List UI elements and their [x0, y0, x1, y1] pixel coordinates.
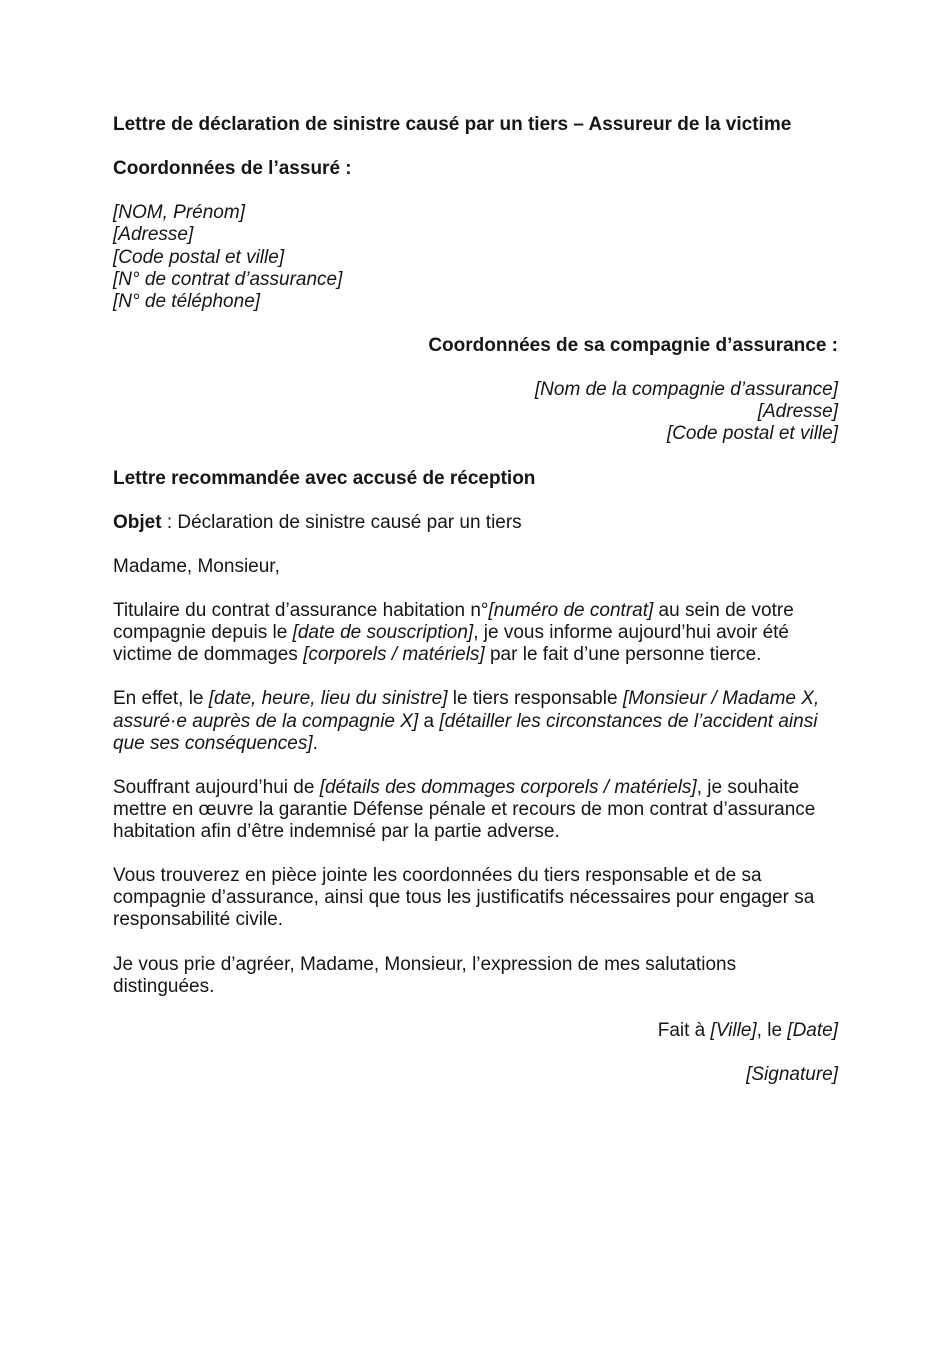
damage-type-placeholder: [corporels / matériels] — [303, 644, 485, 666]
incident-datetime-place-placeholder: [date, heure, lieu du sinistre] — [208, 688, 448, 710]
insured-postal-city-placeholder: [Code postal et ville] — [113, 246, 285, 268]
text-segment: par le fait d’une personne tierce. — [484, 644, 762, 666]
insurer-address-placeholder: [Adresse] — [757, 401, 838, 423]
text-segment: Fait à — [657, 1019, 711, 1041]
text-segment: le tiers responsable — [447, 688, 623, 710]
place-date-line — [113, 1020, 838, 1042]
text-segment: , je vous informe aujourd’hui avoir été victime de dommages — [113, 622, 789, 666]
text-segment: , je souhaite mettre en œuvre la garantie Défense pénale et recours de mon contrat d’assurance habitation afin d’être indemnisé par la partie adverse. — [113, 776, 816, 842]
contract-number-placeholder: [numéro de contrat] — [488, 600, 654, 622]
text-segment: au sein de votre compagnie depuis le — [113, 600, 794, 644]
text-segment: . — [312, 732, 318, 754]
subject-label: Objet — [113, 511, 162, 533]
damage-details-placeholder: [détails des dommages corporels / matériels] — [319, 776, 697, 798]
insured-coordinates-block — [113, 202, 838, 312]
insured-phone-placeholder: [N° de téléphone] — [113, 290, 261, 312]
subscription-date-placeholder: [date de souscription] — [292, 622, 474, 644]
city-placeholder: [Ville] — [710, 1019, 757, 1041]
letter-title: Lettre de déclaration de sinistre causé par un tiers – Assureur de la victime — [113, 114, 792, 135]
insured-name-placeholder: [NOM, Prénom] — [113, 202, 245, 224]
circumstances-placeholder: [détailler les circonstances de l’accident ainsi que ses conséquences] — [113, 710, 818, 754]
third-party-identity-placeholder: [Monsieur / Madame X, assuré·e auprès de la compagnie X] — [113, 688, 820, 732]
salutation: Madame, Monsieur, — [113, 555, 280, 577]
text-segment: , le — [756, 1019, 788, 1041]
text-segment: En effet, le — [113, 688, 209, 710]
subject-line — [113, 512, 838, 534]
insurer-postal-city-placeholder: [Code postal et ville] — [666, 423, 838, 445]
insurer-coordinates-block — [113, 379, 838, 445]
insured-contract-number-placeholder: [N° de contrat d’assurance] — [113, 268, 343, 290]
paragraph-policy-intro — [113, 600, 838, 666]
paragraph-incident-details — [113, 688, 838, 754]
subject-text: : Déclaration de sinistre causé par un tiers — [161, 511, 522, 533]
insurer-name-placeholder: [Nom de la compagnie d’assurance] — [534, 379, 838, 401]
signature-placeholder: [Signature] — [746, 1064, 838, 1086]
paragraph-damages-guarantee — [113, 777, 838, 843]
text-segment: Souffrant aujourd’hui de — [113, 776, 320, 798]
paragraph-closing-formula: Je vous prie d’agréer, Madame, Monsieur, l’expression de mes salutations distinguées. — [113, 953, 737, 997]
insured-address-placeholder: [Adresse] — [113, 224, 194, 246]
text-segment: a — [418, 710, 440, 732]
insurer-coordinates-heading: Coordonnées de sa compagnie d’assurance : — [428, 334, 838, 356]
date-placeholder: [Date] — [787, 1019, 838, 1041]
registered-mail-notice: Lettre recommandée avec accusé de réception — [113, 467, 536, 489]
paragraph-attachments: Vous trouverez en pièce jointe les coordonnées du tiers responsable et de sa compagnie d’assurance, ainsi que tous les justificatifs nécessaires pour engager sa responsabilité civile. — [113, 865, 815, 931]
text-segment: Titulaire du contrat d’assurance habitation n° — [113, 600, 489, 622]
insured-coordinates-heading: Coordonnées de l’assuré : — [113, 158, 352, 180]
